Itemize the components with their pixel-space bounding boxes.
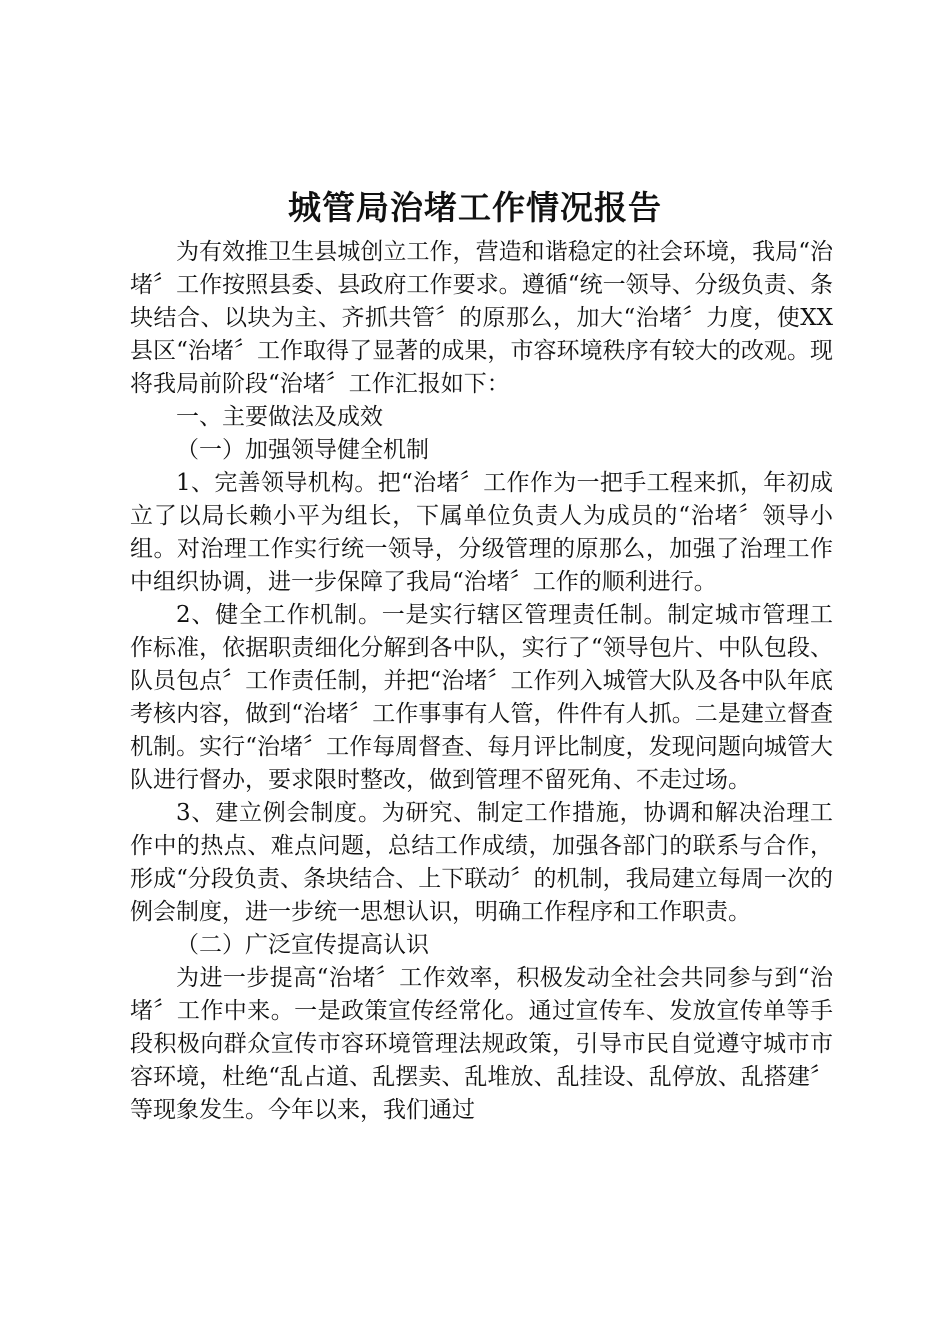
- paragraph-leadership-body: 1、完善领导机构。把“治堵〞工作作为一把手工程来抓，年初成立了以局长赖小平为组长，下属单位负责人为成员的“治堵〞领导小组。对治理工作实行统一领导，分级管理的原那么，加强了治理工作中组织协调，进一步保障了我局“治堵〞工作的顺利进行。: [130, 470, 833, 595]
- paragraph-regular-meetings: 3、建立例会制度。为研究、制定工作措施，协调和解决治理工作中的热点、难点问题，总结工作成绩，加强各部门的联系与合作，形成“分段负责、条块结合、上下联动〞的机制，我局建立每周一次的例会制度，进一步统一思想认识，明确工作程序和工作职责。: [130, 800, 833, 925]
- paragraph-work-mechanism: 2、健全工作机制。一是实行辖区管理责任制。制定城市管理工作标准，依据职责细化分解到各中队，实行了“领导包片、中队包段、队员包点〞工作责任制，并把“治堵〞工作列入城管大队及各中队年底考核内容，做到“治堵〞工作事事有人管，件件有人抓。二是建立督查机制。实行“治堵〞工作每周督查、每月评比制度，发现问题向城管大队进行督办，要求限时整改，做到管理不留死角、不走过场。: [130, 602, 833, 793]
- document-title: 城管局治堵工作情况报告: [288, 188, 662, 227]
- paragraph-intro: 为有效推卫生县城创立工作，营造和谐稳定的社会环境，我局“治堵〞工作按照县委、县政府工作要求。遵循“统一领导、分级负责、条块结合、以块为主、齐抓共管〞的原那么，加大“治堵〞力度，使XX县区“治堵〞工作取得了显著的成果，市容环境秩序有较大的改观。现将我局前阶段“治堵〞工作汇报如下：: [130, 239, 833, 397]
- document-body: [130, 236, 833, 1127]
- subsection-heading-leadership: （一）加强领导健全机制: [176, 437, 429, 463]
- subsection-heading-publicity: （二）广泛宣传提高认识: [176, 932, 429, 958]
- paragraph-publicity-body: 为进一步提高“治堵〞工作效率，积极发动全社会共同参与到“治堵〞工作中来。一是政策宣传经常化。通过宣传车、发放宣传单等手段积极向群众宣传市容环境管理法规政策，引导市民自觉遵守城市市容环境，杜绝“乱占道、乱摆卖、乱堆放、乱挂设、乱停放、乱搭建〞等现象发生。今年以来，我们通过: [130, 965, 833, 1123]
- section-heading-main-practices: 一、主要做法及成效: [176, 404, 383, 430]
